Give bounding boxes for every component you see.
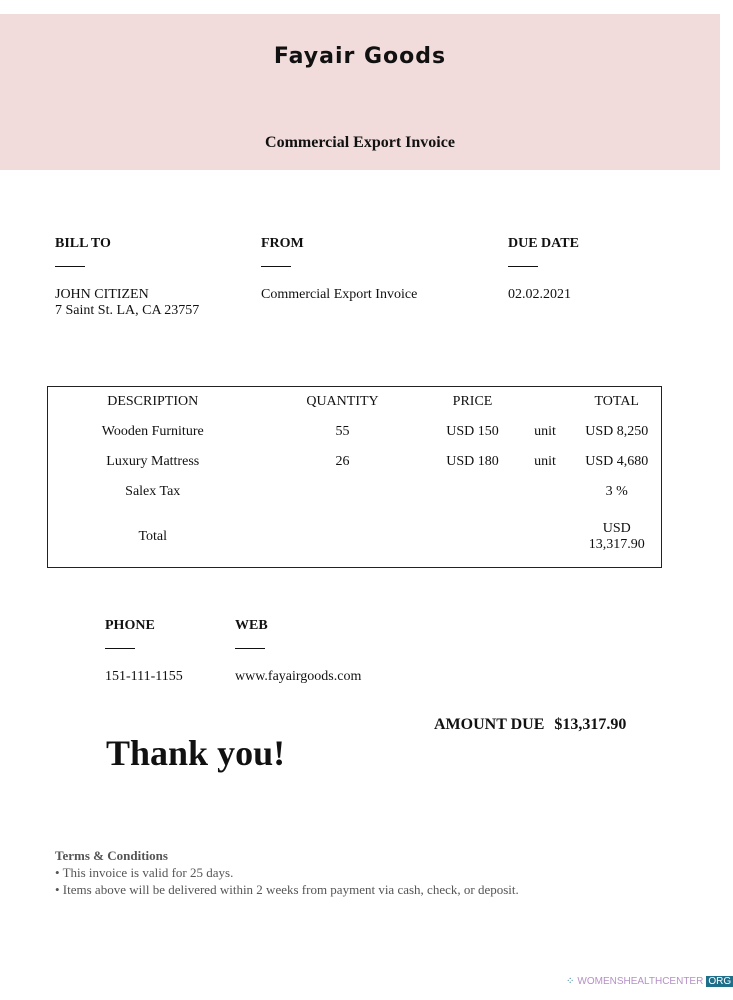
document-title: Commercial Export Invoice — [265, 134, 455, 151]
company-name: Fayair Goods — [273, 44, 447, 69]
phone-label: PHONE — [105, 618, 155, 633]
phone-section — [105, 618, 183, 685]
invoice-header — [0, 14, 720, 170]
terms-item: • This invoice is valid for 25 days. — [55, 865, 234, 880]
table-row — [48, 447, 662, 477]
cell-price: USD 180 — [446, 454, 499, 470]
cell-description: Salex Tax — [125, 483, 181, 499]
cell-unit: unit — [534, 424, 556, 440]
thank-you-heading: Thank you! — [106, 733, 286, 773]
due-date-label: DUE DATE — [508, 236, 579, 251]
cell-unit: unit — [534, 454, 556, 470]
terms-title: Terms & Conditions — [55, 848, 168, 863]
cell-price — [428, 477, 518, 507]
due-date-section — [508, 236, 579, 303]
bill-to-label: BILL TO — [55, 236, 111, 251]
from-value: Commercial Export Invoice — [261, 287, 418, 302]
bill-to-section — [55, 236, 199, 319]
terms-item: • Items above will be delivered within 2 weeks from payment via cash, check, or deposit. — [55, 882, 519, 897]
cell-quantity: 55 — [335, 424, 350, 440]
header-total: TOTAL — [594, 394, 639, 410]
web-section — [235, 618, 361, 685]
table-row-total — [48, 507, 662, 568]
header-description: DESCRIPTION — [107, 394, 199, 410]
cell-total: USD 8,250 — [585, 424, 649, 440]
divider — [55, 266, 85, 267]
cell-total: 3 % — [605, 483, 628, 499]
header-unit — [518, 387, 573, 418]
dots-icon: ⁘ — [566, 976, 575, 987]
header-quantity: QUANTITY — [306, 394, 379, 410]
header-price: PRICE — [452, 394, 493, 410]
bill-to-name: JOHN CITIZEN — [55, 287, 149, 302]
cell-quantity — [258, 507, 428, 568]
watermark-text: WOMENSHEALTHCENTER — [577, 976, 704, 987]
amount-due-value: $13,317.90 — [554, 716, 627, 733]
cell-description: Wooden Furniture — [101, 424, 204, 440]
amount-due — [434, 716, 626, 734]
items-table — [47, 386, 662, 568]
watermark-suffix: ORG — [708, 976, 732, 987]
phone-value: 151-111-1155 — [105, 669, 183, 684]
watermark-logo — [566, 976, 733, 987]
table-row — [48, 417, 662, 447]
cell-total: USD 4,680 — [585, 454, 649, 470]
cell-description: Luxury Mattress — [106, 454, 200, 470]
table-row-tax — [48, 477, 662, 507]
from-section — [261, 236, 417, 303]
cell-quantity: 26 — [335, 454, 350, 470]
due-date-value: 02.02.2021 — [508, 287, 571, 302]
cell-total: USD 13,317.90 — [588, 520, 645, 552]
divider — [105, 648, 135, 649]
divider — [508, 266, 538, 267]
web-link[interactable]: www.fayairgoods.com — [235, 669, 362, 684]
cell-quantity — [258, 477, 428, 507]
web-label: WEB — [235, 618, 268, 633]
cell-price: USD 150 — [446, 424, 499, 440]
divider — [235, 648, 265, 649]
cell-description: Total — [138, 528, 168, 544]
divider — [261, 266, 291, 267]
cell-unit — [518, 507, 573, 568]
cell-price — [428, 507, 518, 568]
amount-due-label: AMOUNT DUE — [434, 716, 545, 733]
from-label: FROM — [261, 236, 304, 251]
bill-to-address: 7 Saint St. LA, CA 23757 — [55, 303, 200, 318]
terms-section — [55, 847, 519, 898]
cell-unit — [518, 477, 573, 507]
table-header-row — [48, 387, 662, 418]
